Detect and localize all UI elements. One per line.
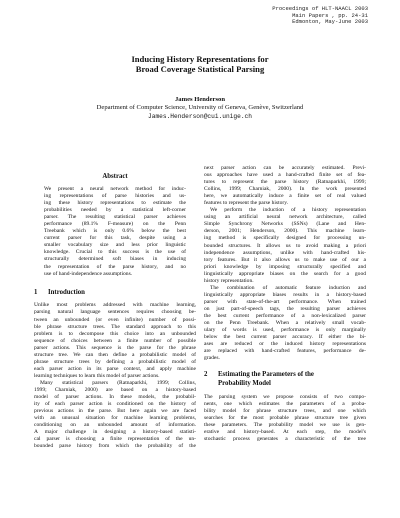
body-line: grades. — [204, 355, 220, 362]
estimating-paragraph — [204, 394, 366, 443]
author-name: James Henderson — [174, 96, 225, 103]
abstract-line: Treebank which is only 0.6% below the best — [44, 228, 186, 235]
right-paragraph-1 — [204, 165, 366, 207]
body-line: learning techniques to learn this model of parser actions. — [34, 372, 160, 379]
body-line: bounded structures. It allows us to avoid making a priori — [204, 242, 366, 249]
body-line: Simple Synchrony Networks (SSNs) (Lane and Hen- — [204, 221, 366, 228]
body-line: ing method is specifically designed for processing un- — [204, 235, 366, 242]
body-line: problem is to decompose this choice into an unbounded — [34, 330, 196, 337]
body-line: on the Penn Treebank. When a relatively small vocab- — [204, 320, 366, 327]
section-title-continued: Probability Model — [218, 380, 271, 388]
abstract-line: smaller vocabulary size and less prior linguistic — [44, 242, 186, 249]
proceedings-header — [272, 6, 368, 26]
proceedings-line: Main Papers , pp. 24-31 — [292, 11, 368, 19]
body-line: history representation. — [204, 277, 254, 284]
abstract-line: ing these history representations to estimate the — [44, 200, 186, 207]
body-line: A major challenge in designing a history-based statisti- — [34, 429, 196, 436]
proceedings-line: Edmonton, May-June 2003 — [292, 18, 368, 26]
body-line: bility model for phrase structure trees, and one which — [204, 408, 366, 414]
section-heading-introduction — [34, 289, 196, 298]
title-line: Inducing History Representations for — [131, 54, 269, 64]
body-line: Collins, 1999; Charniak, 2000). In the work presented — [204, 186, 366, 193]
body-line: ble phrase structure trees. The standard approach to this — [34, 323, 196, 330]
body-line: each parser action in its parse context, and apply machine — [34, 365, 196, 372]
body-line: structure tree. We can then define a probabilistic model of — [34, 351, 196, 358]
body-line: sequence of choices between a finite number of possible — [34, 337, 196, 344]
body-line: We perform the induction of a history representation — [210, 207, 366, 214]
body-line: linguistically appropriate biases on the search for a good — [204, 270, 366, 277]
intro-paragraph-2 — [34, 380, 196, 450]
body-line: ases are reduced or the induced history representations — [204, 341, 366, 348]
author-email: James.Henderson@cui.unige.ch — [148, 112, 252, 120]
abstract-line: current parser for this task, despite using a — [44, 235, 186, 242]
abstract-line: use of hand-independence assumptions. — [44, 270, 133, 277]
abstract-line: structurally determined soft biases in inducing — [44, 256, 186, 263]
section-title: Estimating the Parameters of the — [218, 371, 314, 379]
body-line: linguistically appropriate biases results in a history-based — [204, 291, 366, 298]
body-line: these parameters. The probability model we use is gen- — [204, 422, 366, 429]
body-line: here, we automatically induce a finite set of real valued — [204, 193, 366, 200]
section-heading-estimating — [204, 371, 366, 389]
abstract-heading: Abstract — [102, 173, 128, 180]
body-line: on just part-of-speech tags, the resulting parser achieves — [204, 305, 366, 312]
body-line: 1999; Charniak, 2000) are based on a history-based — [34, 386, 196, 393]
body-line: next parser action can be accurately estimated. Previ- — [204, 165, 366, 171]
body-line: The parsing system we propose consists of two compo- — [204, 393, 366, 400]
body-line: Many statistical parsers (Ratnaparkhi, 1999; Collins, — [40, 379, 196, 386]
abstract-line: knowledge. Crucial to this success is the use of — [44, 249, 186, 256]
abstract-line: We present a neural network method for induc- — [44, 186, 186, 192]
body-line: bounded parse history from which the probability of the — [34, 443, 196, 450]
abstract-line: parser. The resulting statistical parser achieves — [44, 214, 186, 221]
body-line: independence assumptions, unlike with hand-crafted his- — [204, 249, 366, 256]
abstract-line: ing representations of parse histories and us- — [44, 193, 186, 200]
right-column — [204, 165, 366, 443]
left-column — [34, 172, 196, 450]
body-line: tween an unbounded (or even infinite) number of possi- — [34, 316, 196, 323]
body-line: parsing natural language sentences requires choosing be- — [34, 309, 196, 316]
body-line: ity of each parser action is conditioned on the history of — [34, 401, 196, 408]
body-line: derson, 2001; Henderson, 2000). This machine learn- — [204, 228, 366, 235]
body-line: below the best current parser accuracy. If either the bi- — [204, 334, 366, 341]
body-line: cal parser is choosing a finite representation of the un- — [34, 436, 196, 443]
abstract-line: probabilities needed by a statistical left-corner — [44, 207, 186, 214]
body-line: conditioning on an unbounded amount of information. — [34, 422, 196, 429]
body-line: ous approaches have used a hand-crafted finite set of fea- — [204, 172, 366, 179]
section-number: 2 — [204, 371, 208, 379]
body-line: ulary of words is used, performance is only marginally — [204, 327, 366, 334]
title-line: Broad Coverage Statistical Parsing — [135, 64, 265, 75]
body-line: nents, one which estimates the parameters of a proba- — [204, 400, 366, 407]
section-number: 1 — [34, 288, 38, 296]
paper-title — [0, 54, 400, 74]
right-paragraph-2 — [204, 207, 366, 285]
body-line: with an unusual situation for machine learning problems, — [34, 415, 196, 422]
body-line: using an artificial neural network architecture, called — [204, 214, 366, 221]
body-line: features to represent the parse history. — [204, 200, 289, 207]
proceedings-line: Proceedings of HLT-NAACL 2003 — [272, 5, 368, 12]
body-line: the best current performance of a non-lexicalized parser — [204, 312, 366, 319]
right-paragraph-3 — [204, 285, 366, 363]
section-title: Introduction — [48, 288, 85, 296]
body-line: Unlike most problems addressed with machine learning, — [34, 302, 196, 309]
body-line: previous actions in the parse. But here again we are faced — [34, 408, 196, 415]
author-affiliation: Department of Computer Science, University of Geneva, Genève, Switzerland — [96, 104, 304, 112]
body-line: searches for the most probable phrase structure tree given — [204, 415, 366, 422]
abstract-body — [34, 186, 196, 278]
body-line: tory features. But it also allows us to make use of our a — [204, 256, 366, 263]
body-line: erative and history-based. At each step, the model's — [204, 429, 366, 436]
intro-paragraph-1 — [34, 302, 196, 380]
body-line: priori knowledge by imposing structurally specified and — [204, 263, 366, 270]
body-line: The combination of automatic feature induction and — [210, 284, 366, 291]
body-line: model of parser actions. In these models, the probabil- — [34, 394, 196, 401]
body-line: tures to represent the parse history (Ratnaparkhi, 1999; — [204, 179, 366, 186]
body-line: parser with state-of-the-art performance. When trained — [204, 298, 366, 305]
body-line: parser actions. This sequence is the parse for the phrase — [34, 344, 196, 351]
body-line: phrase structure trees by defining a probabilistic model of — [34, 358, 196, 365]
body-line: are replaced with hand-crafted features, performance de- — [204, 348, 366, 355]
abstract-line: performance (89.1% F-measure) on the Penn — [44, 221, 186, 228]
author-block — [0, 96, 400, 121]
body-line: stochastic process generates a characteristic of the tree — [204, 436, 366, 443]
abstract-line: the representation of the parse history, and no — [44, 263, 186, 270]
